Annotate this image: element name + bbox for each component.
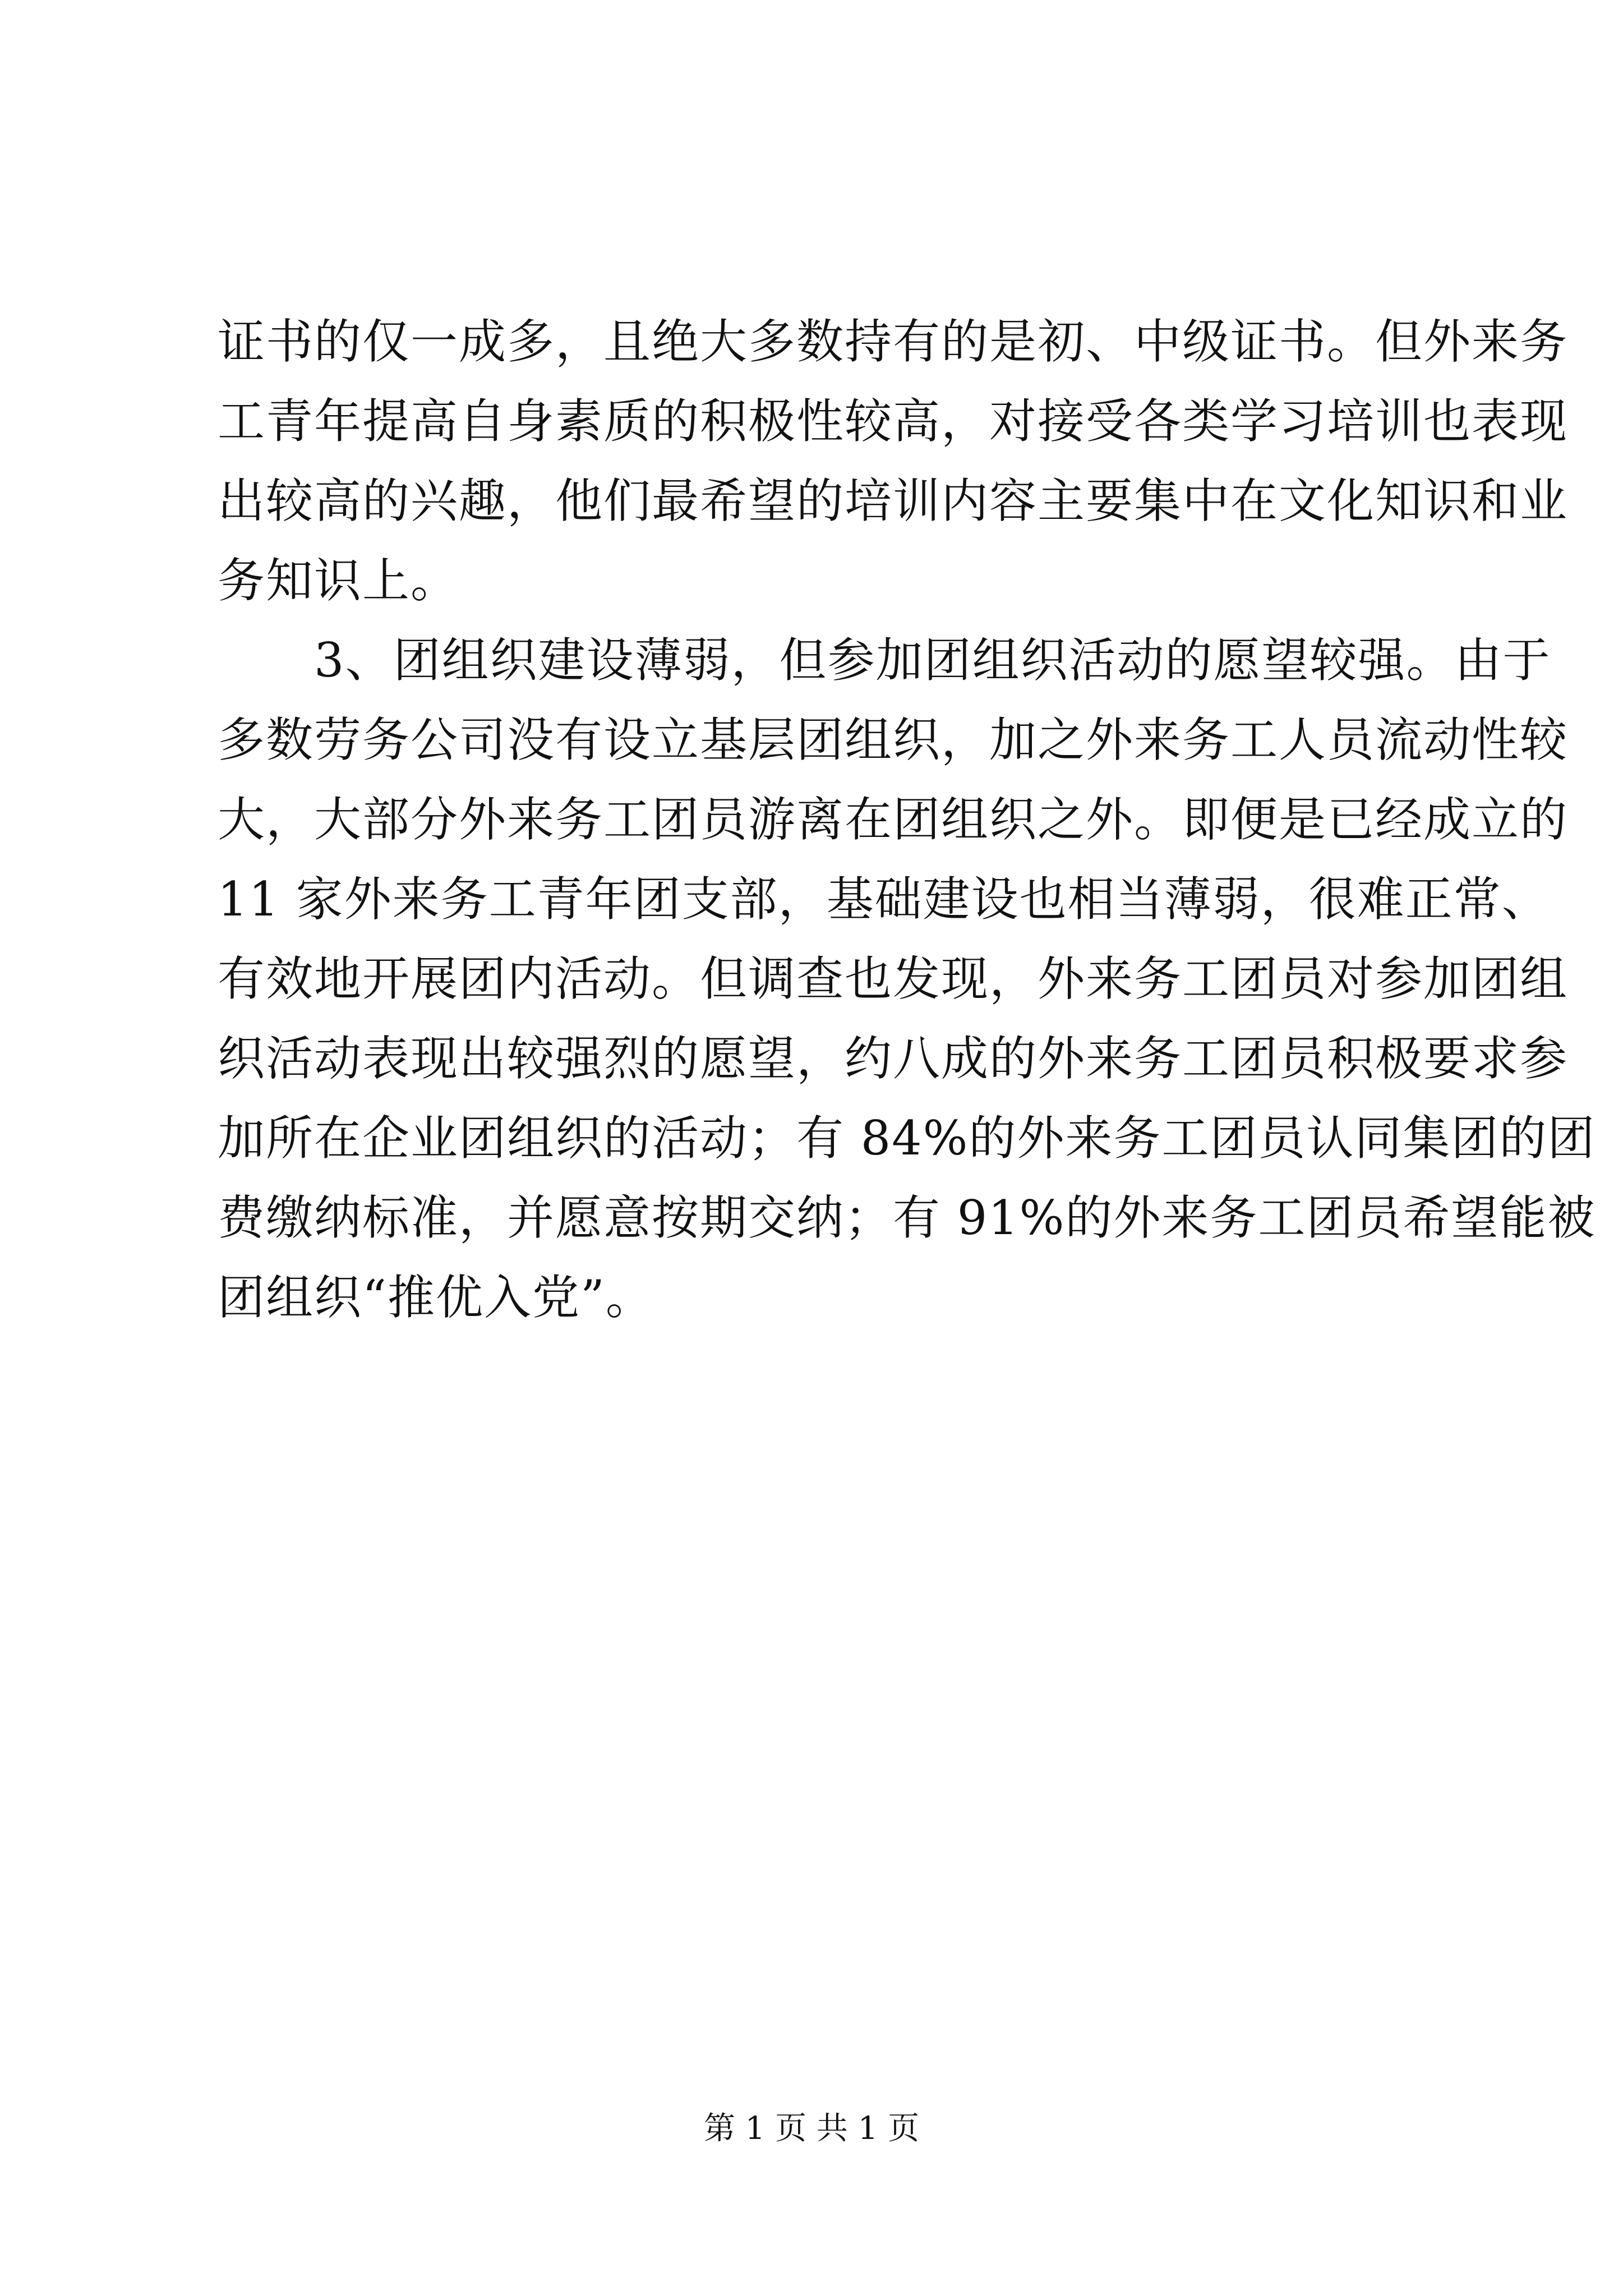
- text-line: 工青年提高自身素质的积极性较高，对接受各类学习培训也表现: [218, 394, 1569, 449]
- text-line: 多数劳务公司没有设立基层团组织，加之外来务工人员流动性较: [218, 712, 1569, 767]
- page-footer: 第 1 页 共 1 页: [703, 2110, 920, 2147]
- text-line: 3、团组织建设薄弱，但参加团组织活动的愿望较强。由于: [218, 633, 1551, 688]
- text-line: 大，大部分外来务工团员游离在团组织之外。即便是已经成立的: [218, 792, 1569, 847]
- text-line: 织活动表现出较强烈的愿望，约八成的外来务工团员积极要求参: [218, 1031, 1569, 1086]
- document-body: [218, 302, 1596, 1337]
- text-line: 务知识上。: [218, 553, 459, 608]
- text-line: 证书的仅一成多，且绝大多数持有的是初、中级证书。但外来务: [218, 314, 1569, 369]
- text-line: 出较高的兴趣，他们最希望的培训内容主要集中在文化知识和业: [218, 473, 1569, 528]
- text-line: 11 家外来务工青年团支部，基础建设也相当薄弱，很难正常、: [218, 872, 1550, 927]
- text-line: 团组织“推优入党”。: [218, 1270, 654, 1325]
- text-line: 费缴纳标准，并愿意按期交纳；有 91%的外来务工团员希望能被: [218, 1190, 1596, 1245]
- text-line: 有效地开展团内活动。但调查也发现，外来务工团员对参加团组: [218, 951, 1569, 1006]
- text-line: 加所在企业团组织的活动；有 84%的外来务工团员认同集团的团: [218, 1111, 1596, 1166]
